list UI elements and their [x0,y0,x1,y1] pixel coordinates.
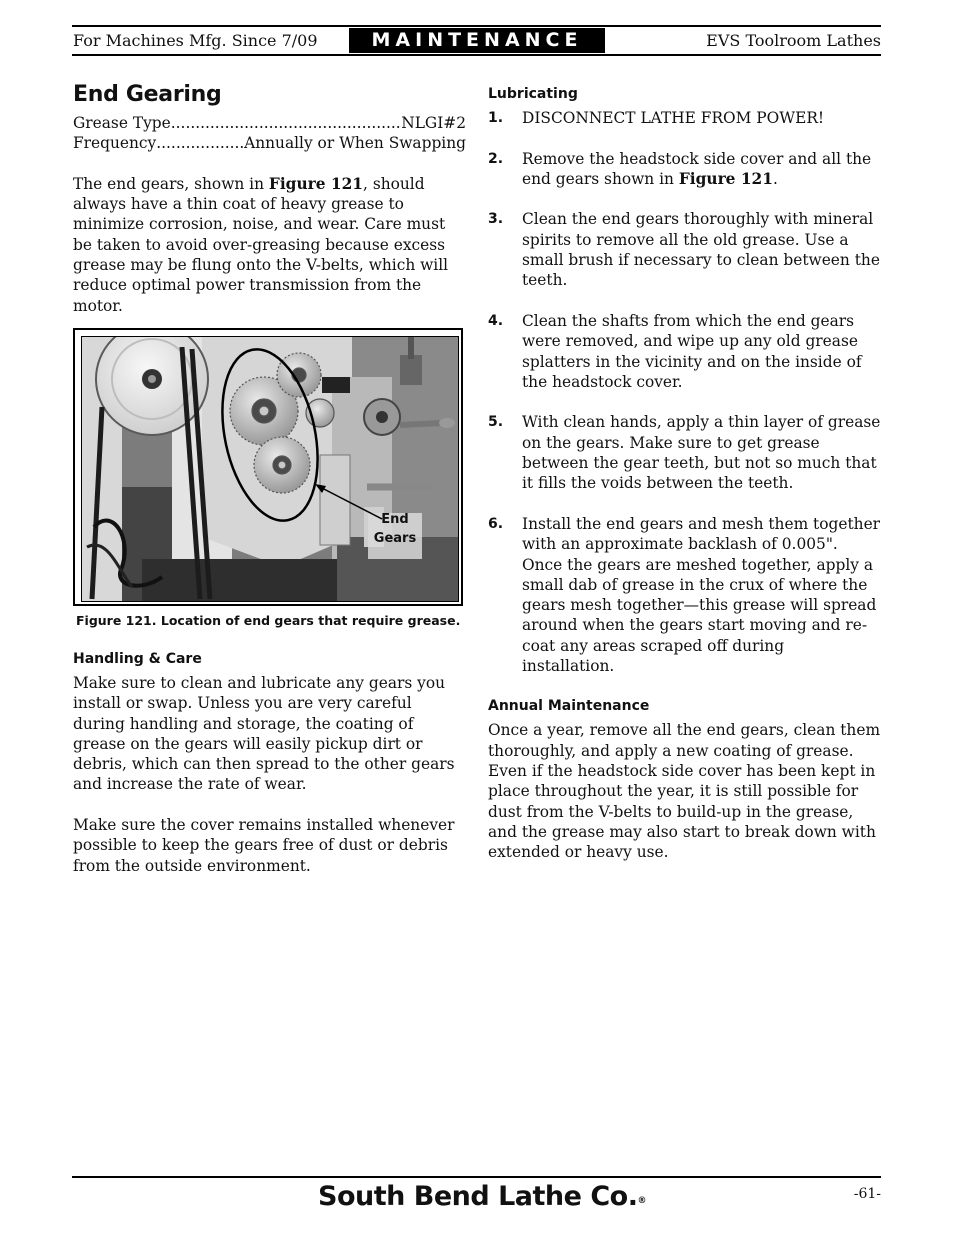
intro-paragraph: The end gears, shown in Figure 121, should always have a thin coat of heavy grease to minimize corrosion, noise, and wear. Care must be taken to avoid over-greasing because excess grease may be flung onto the V-belts, which will reduce optimal power transmission from the motor. [73,174,449,315]
figure-caption: Figure 121. Location of end gears that require grease. [76,612,461,628]
leader-dots [156,133,244,153]
header-machines-date: For Machines Mfg. Since 7/09 [73,31,318,50]
spec-frequency [73,133,466,153]
annual-maintenance-paragraph: Once a year, remove all the end gears, clean them thoroughly, and apply a new coating of grease. Even if the headstock side cover has been kept in place throughout the year, it is still possible for dust from the V-belts to build-up in the grease, and the grease may also start to break down with extended or heavy use. [488,721,881,862]
step-1: 1. DISCONNECT LATHE FROM POWER! [488,109,825,127]
lubricating-steps [488,108,881,676]
step-4: 4. Clean the shafts from which the end gears were removed, and wipe up any old grease splatters in the vicinity and on the inside of the headstock cover. [488,311,862,391]
lubricating-heading: Lubricating [488,86,578,102]
step-6: 6. Install the end gears and mesh them together with an approximate backlash of 0.005". Once the gears are meshed together, apply a small dab of grease in the crux of where the gears mesh together—this grease will spread around when the gears start moving and re-coat any areas scraped off during installation. [488,514,881,676]
figure-121 [73,328,463,606]
lathe-photo [81,336,459,602]
end-gears-label: End Gears [373,511,417,546]
registered-mark: ® [637,1196,646,1206]
left-column [73,80,466,876]
spec-value: Annually or When Swapping [244,134,466,153]
right-column [488,84,881,862]
page-title: End Gearing [73,82,222,107]
end-gears-illustration [82,337,458,601]
handling-paragraph-2: Make sure the cover remains installed whenever possible to keep the gears free of dust or debris from the outside environment. [73,816,455,875]
spec-key: Frequency [73,134,157,153]
spec-value: NLGI#2 [401,114,466,132]
annual-maintenance-heading: Annual Maintenance [488,698,650,715]
figure-reference: Figure 121 [268,174,364,193]
figure-reference: Figure 121 [678,169,773,188]
step-5: 5. With clean hands, apply a thin layer of grease on the gears. Make sure to get grease between the gear teeth, but not so much that it fills the voids between the teeth. [488,413,881,493]
spec-grease-type [73,113,466,133]
page-number: -61- [853,1186,881,1202]
header-product-line: EVS Toolroom Lathes [706,31,881,50]
handling-care-heading: Handling & Care [73,650,202,667]
handling-paragraph-1: Make sure to clean and lubricate any gears you install or swap. Unless you are very careful during handling and storage, the coating of grease on the gears will easily pickup dirt or debris, which can then spread to the other gears and increase the rate of wear. [73,673,455,794]
leader-dots [171,113,401,133]
spec-key: Grease Type [73,114,171,132]
brand-logo: South Bend Lathe Co.® [318,1181,646,1212]
step-2: 2. Remove the headstock side cover and all the end gears shown in Figure 121. [488,149,872,188]
step-3: 3. Clean the end gears thoroughly with mineral spirits to remove all the old grease. Use a small brush if necessary to clean between the teeth. [488,210,880,290]
header-bottom-rule [72,54,881,56]
header-section-badge: MAINTENANCE [349,28,605,53]
header-top-rule [72,25,881,27]
